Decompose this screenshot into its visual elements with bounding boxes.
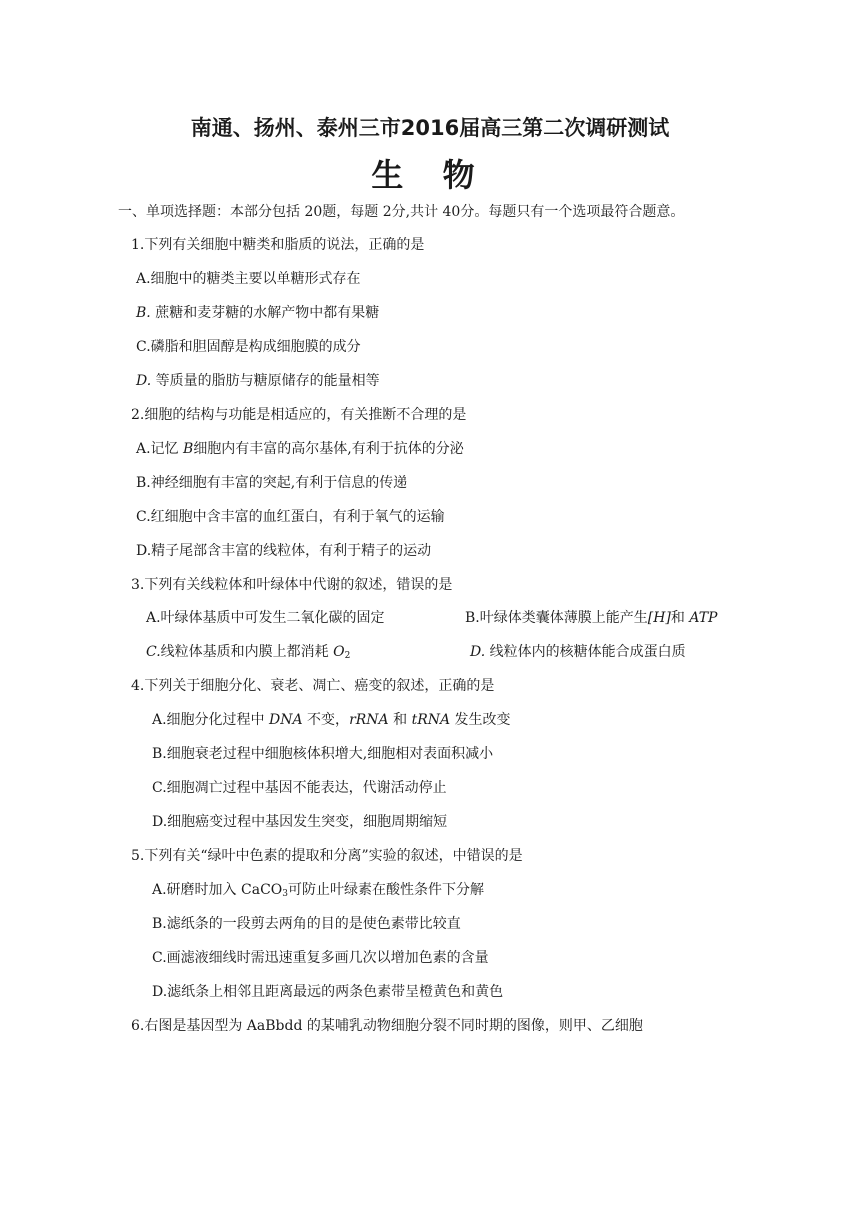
q2-option-a-pre: A.记忆 (136, 441, 184, 457)
question-6-stem: 6.右图是基因型为 AaBbdd 的某哺乳动物细胞分裂不同时期的图像，则甲、乙细胞 (131, 1018, 643, 1034)
q2-option-a-post: 细胞内有丰富的高尔基体,有利于抗体的分泌 (193, 441, 464, 457)
q1-option-c: C.磷脂和胆固醇是构成细胞膜的成分 (136, 339, 361, 355)
q3-option-b-var2: ATP (689, 610, 718, 626)
q5-option-a-sub: 3 (282, 889, 288, 899)
q2-option-d: D.精子尾部含丰富的线粒体，有利于精子的运动 (136, 543, 432, 559)
q4-option-d: D.细胞癌变过程中基因发生突变，细胞周期缩短 (152, 814, 448, 830)
q5-option-a-post: 可防止叶绿素在酸性条件下分解 (288, 882, 484, 898)
q1-option-d (136, 371, 380, 391)
question-3-stem: 3.下列有关线粒体和叶绿体中代谢的叙述，错误的是 (131, 577, 453, 593)
q1-option-a: A.细胞中的糖类主要以单糖形式存在 (136, 271, 361, 287)
q1-option-d-text: 等质量的脂肪与糖原储存的能量相等 (151, 373, 380, 389)
q5-option-d: D.滤纸条上相邻且距离最远的两条色素带呈橙黄色和黄色 (152, 984, 504, 1000)
q1-option-d-letter: D. (136, 373, 152, 389)
q4-option-a-var2: rRNA (349, 712, 389, 728)
q3-option-b-var1: [H] (647, 610, 671, 626)
q2-option-a (136, 439, 464, 459)
q4-option-b: B.细胞衰老过程中细胞核体积增大,细胞相对表面积减小 (152, 746, 494, 762)
subject-heading: 生 物 (371, 156, 489, 194)
q2-option-c: C.红细胞中含丰富的血红蛋白，有利于氧气的运输 (136, 509, 445, 525)
q5-option-a (152, 880, 484, 904)
question-5-stem: 5.下列有关“绿叶中色素的提取和分离”实验的叙述，中错误的是 (131, 848, 523, 864)
question-4-stem: 4.下列关于细胞分化、衰老、凋亡、癌变的叙述，正确的是 (131, 678, 495, 694)
page-title: 南通、扬州、泰州三市2016届高三第二次调研测试 (190, 116, 670, 140)
q4-option-a-post: 发生改变 (450, 712, 511, 728)
q5-option-a-pre: A.研磨时加入 CaCO (152, 882, 283, 898)
q4-option-a-mid1: 不变， (302, 712, 350, 728)
q4-option-a-var3: tRNA (411, 712, 451, 728)
q3-option-c-letter: C. (146, 644, 161, 660)
q5-option-c: C.画滤液细线时需迅速重复多画几次以增加色素的含量 (152, 950, 489, 966)
q3-option-c-pre: 线粒体基质和内膜上都消耗 (160, 644, 334, 660)
q2-option-a-var: B (183, 441, 194, 457)
q3-option-b-mid: 和 (670, 610, 690, 626)
q4-option-a-pre: A.细胞分化过程中 (152, 712, 270, 728)
q3-option-c (146, 642, 350, 666)
q3-option-b (465, 608, 717, 628)
question-1-stem: 1.下列有关细胞中糖类和脂质的说法，正确的是 (131, 237, 425, 253)
q3-option-b-pre: B.叶绿体类囊体薄膜上能产生 (465, 610, 648, 626)
q5-option-b: B.滤纸条的一段剪去两角的目的是使色素带比较直 (152, 916, 461, 932)
question-2-stem: 2.细胞的结构与功能是相适应的，有关推断不合理的是 (131, 407, 467, 423)
q1-option-b-letter: B. (136, 305, 151, 321)
section-heading: 一、单项选择题：本部分包括 20题，每题 2分,共计 40分。每题只有一个选项最符合题意。 (118, 204, 685, 220)
q3-option-c-var: O (333, 644, 345, 660)
q1-option-b (136, 303, 379, 323)
q4-option-a-var1: DNA (269, 712, 303, 728)
q3-option-d-letter: D. (470, 644, 486, 660)
q4-option-c: C.细胞凋亡过程中基因不能表达，代谢活动停止 (152, 780, 447, 796)
q4-option-a (152, 710, 511, 730)
q2-option-b: B.神经细胞有丰富的突起,有利于信息的传递 (136, 475, 408, 491)
q3-option-d-text: 线粒体内的核糖体能合成蛋白质 (485, 644, 686, 660)
q1-option-b-text: 蔗糖和麦芽糖的水解产物中都有果糖 (150, 305, 380, 321)
q4-option-a-mid2: 和 (388, 712, 412, 728)
q3-option-d (470, 642, 686, 662)
q3-option-c-sub: 2 (344, 651, 351, 661)
q3-option-a: A.叶绿体基质中可发生二氧化碳的固定 (146, 610, 385, 626)
